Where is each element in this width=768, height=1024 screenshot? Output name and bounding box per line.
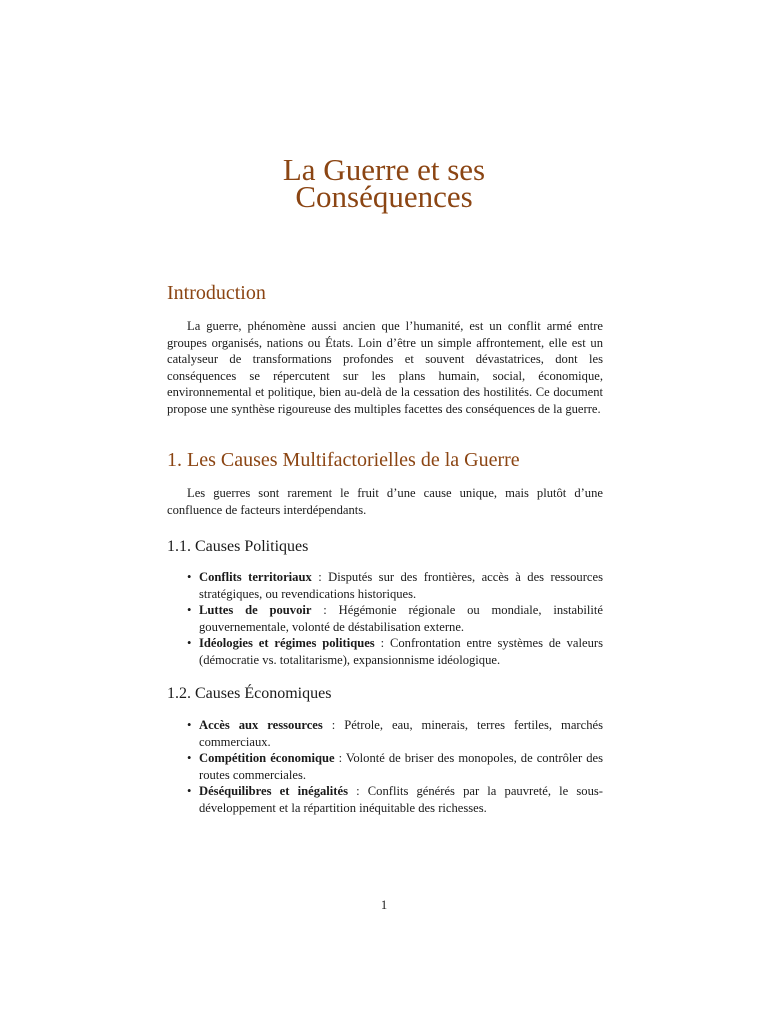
bullet-icon: • bbox=[187, 751, 192, 765]
list-item bbox=[167, 783, 603, 816]
list-item bbox=[167, 569, 603, 602]
section-1-heading: 1. Les Causes Multifactorielles de la Guerre bbox=[167, 449, 520, 471]
bullet-icon: • bbox=[187, 603, 192, 617]
bullet-icon: • bbox=[187, 784, 192, 798]
list-item-term: Déséquilibres et inégalités bbox=[199, 784, 348, 798]
bullet-icon: • bbox=[187, 570, 192, 584]
title-line-1: La Guerre et ses bbox=[282, 152, 486, 187]
title-line-2: Conséquences bbox=[295, 179, 473, 214]
list-item-text: : Disputés sur des frontières, accès à des ressources stratégiques, ou revendications historiques. bbox=[199, 570, 603, 601]
section-1 bbox=[167, 448, 603, 472]
section-1-paragraph: Les guerres sont rarement le fruit d’une cause unique, mais plutôt d’une confluence de facteurs interdépendants. bbox=[167, 486, 603, 517]
list-item-term: Conflits territoriaux bbox=[199, 570, 312, 584]
list-item bbox=[167, 717, 603, 750]
list-item-term: Accès aux ressources bbox=[199, 718, 323, 732]
introduction-heading: Introduction bbox=[167, 282, 266, 304]
subsection-1-1-heading: 1.1. Causes Politiques bbox=[167, 538, 309, 555]
introduction-paragraph: La guerre, phénomène aussi ancien que l’humanité, est un conflit armé entre groupes organisés, nations ou États. Loin d’être un simple affrontement, elle est un catalyseur de transformations profondes et souvent dévastatrices, dont les conséquences se répercutent sur les plans humain, social, économique, environnemental et politique, bien au-delà de la cessation des hostilités. Ce document propose une synthèse rigoureuse des multiples facettes des conséquences de la guerre. bbox=[167, 319, 603, 416]
introduction-body bbox=[167, 318, 603, 417]
list-item-term: Luttes de pouvoir bbox=[199, 603, 312, 617]
document-title bbox=[0, 152, 768, 214]
list-item bbox=[167, 602, 603, 635]
section-1-intro bbox=[167, 485, 603, 518]
list-item-text: : Hégémonie régionale ou mondiale, instabilité gouvernementale, volonté de déstabilisation externe. bbox=[199, 603, 603, 634]
subsection-1-1 bbox=[167, 537, 603, 557]
list-item-term: Idéologies et régimes politiques bbox=[199, 636, 375, 650]
list-item-text: : Conflits générés par la pauvreté, le sous-développement et la répartition inéquitable des richesses. bbox=[199, 784, 603, 815]
page-number: 1 bbox=[380, 898, 388, 912]
subsection-1-2-heading: 1.2. Causes Économiques bbox=[167, 685, 332, 702]
list-item bbox=[167, 750, 603, 783]
list-item-text: : Confrontation entre systèmes de valeurs (démocratie vs. totalitarisme), expansionnisme idéologique. bbox=[199, 636, 603, 667]
list-item-text: : Pétrole, eau, minerais, terres fertiles, marchés commerciaux. bbox=[199, 718, 603, 749]
subsection-1-1-list bbox=[167, 569, 603, 668]
bullet-icon: • bbox=[187, 636, 192, 650]
list-item bbox=[167, 635, 603, 668]
subsection-1-2 bbox=[167, 684, 603, 704]
list-item-term: Compétition économique bbox=[199, 751, 335, 765]
introduction-section bbox=[167, 281, 603, 305]
bullet-icon: • bbox=[187, 718, 192, 732]
subsection-1-2-list bbox=[167, 717, 603, 816]
list-item-text: : Volonté de briser des monopoles, de contrôler des routes commerciales. bbox=[199, 751, 603, 782]
